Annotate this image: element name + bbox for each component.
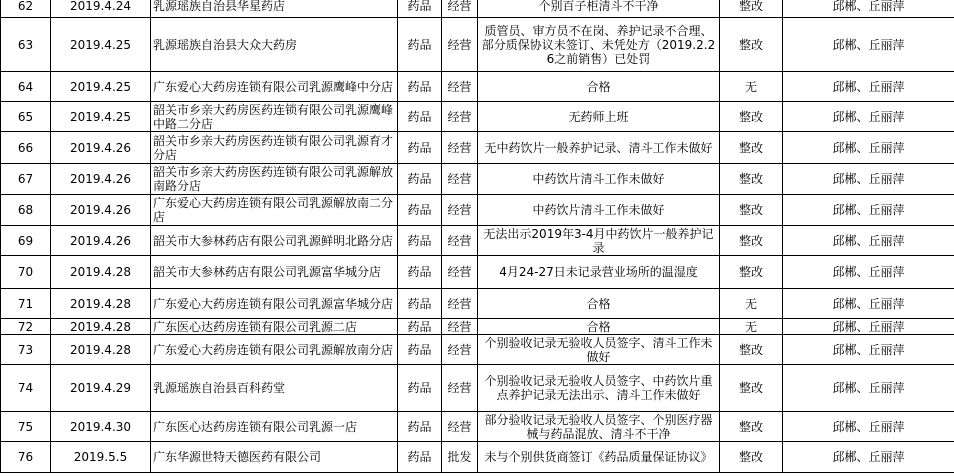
category-cell: 药品 bbox=[398, 226, 442, 256]
table-row bbox=[1, 412, 954, 442]
date-cell: 2019.4.24 bbox=[51, 0, 151, 18]
category-cell: 药品 bbox=[398, 132, 442, 164]
date-cell: 2019.4.26 bbox=[51, 226, 151, 256]
table-row bbox=[1, 319, 954, 335]
row-number-cell: 66 bbox=[1, 132, 51, 164]
action-cell: 整改 bbox=[720, 132, 783, 164]
category-cell: 药品 bbox=[398, 289, 442, 319]
inspectors-cell: 邱郴、丘丽萍 bbox=[783, 164, 954, 195]
action-cell: 整改 bbox=[720, 365, 783, 412]
business-type-cell: 经营 bbox=[442, 226, 478, 256]
inspectors-cell: 邱郴、丘丽萍 bbox=[783, 226, 954, 256]
action-cell: 整改 bbox=[720, 226, 783, 256]
issue-cell: 个别验收记录无验收人员签字、清斗工作未做好 bbox=[478, 335, 720, 365]
business-type-cell: 经营 bbox=[442, 412, 478, 442]
store-name-cell: 广东爱心大药房连锁有限公司乳源鹰峰中分店 bbox=[151, 72, 398, 102]
action-cell: 无 bbox=[720, 289, 783, 319]
action-cell: 整改 bbox=[720, 412, 783, 442]
inspectors-cell: 邱郴、丘丽萍 bbox=[783, 365, 954, 412]
store-name-cell: 乳源瑶族自治县百科药堂 bbox=[151, 365, 398, 412]
row-number-cell: 68 bbox=[1, 195, 51, 226]
issue-cell: 个别百子柜清斗不干净 bbox=[478, 0, 720, 18]
table-row bbox=[1, 289, 954, 319]
business-type-cell: 经营 bbox=[442, 0, 478, 18]
row-number-cell: 70 bbox=[1, 256, 51, 289]
store-name-cell: 韶关市大参林药店有限公司乳源富华城分店 bbox=[151, 256, 398, 289]
store-name-cell: 广东爱心大药房连锁有限公司乳源解放南二分店 bbox=[151, 195, 398, 226]
store-name-cell: 广东爱心大药房连锁有限公司乳源解放南分店 bbox=[151, 335, 398, 365]
table-row bbox=[1, 102, 954, 132]
business-type-cell: 经营 bbox=[442, 289, 478, 319]
row-number-cell: 71 bbox=[1, 289, 51, 319]
inspectors-cell: 邱郴、丘丽萍 bbox=[783, 18, 954, 72]
business-type-cell: 经营 bbox=[442, 335, 478, 365]
table-row bbox=[1, 365, 954, 412]
row-number-cell: 63 bbox=[1, 18, 51, 72]
action-cell: 整改 bbox=[720, 102, 783, 132]
issue-cell: 无法出示2019年3-4月中药饮片一般养护记录 bbox=[478, 226, 720, 256]
table-row bbox=[1, 132, 954, 164]
date-cell: 2019.4.25 bbox=[51, 102, 151, 132]
action-cell: 整改 bbox=[720, 164, 783, 195]
business-type-cell: 经营 bbox=[442, 164, 478, 195]
inspectors-cell: 邱郴、丘丽萍 bbox=[783, 102, 954, 132]
store-name-cell: 广东华源世特天德医药有限公司 bbox=[151, 442, 398, 473]
issue-cell: 合格 bbox=[478, 319, 720, 335]
row-number-cell: 76 bbox=[1, 442, 51, 473]
date-cell: 2019.4.28 bbox=[51, 319, 151, 335]
row-number-cell: 64 bbox=[1, 72, 51, 102]
business-type-cell: 经营 bbox=[442, 256, 478, 289]
table-row bbox=[1, 256, 954, 289]
category-cell: 药品 bbox=[398, 72, 442, 102]
action-cell: 整改 bbox=[720, 442, 783, 473]
date-cell: 2019.4.26 bbox=[51, 164, 151, 195]
inspectors-cell: 邱郴、丘丽萍 bbox=[783, 72, 954, 102]
issue-cell: 个别验收记录无验收人员签字、中药饮片重点养护记录无法出示、清斗工作未做好 bbox=[478, 365, 720, 412]
business-type-cell: 经营 bbox=[442, 319, 478, 335]
date-cell: 2019.4.28 bbox=[51, 256, 151, 289]
date-cell: 2019.5.5 bbox=[51, 442, 151, 473]
business-type-cell: 经营 bbox=[442, 72, 478, 102]
category-cell: 药品 bbox=[398, 195, 442, 226]
category-cell: 药品 bbox=[398, 365, 442, 412]
action-cell: 整改 bbox=[720, 256, 783, 289]
issue-cell: 部分验收记录无验收人员签字、个别医疗器械与药品混放、清斗不干净 bbox=[478, 412, 720, 442]
inspectors-cell: 邱郴、丘丽萍 bbox=[783, 412, 954, 442]
table-row bbox=[1, 72, 954, 102]
row-number-cell: 73 bbox=[1, 335, 51, 365]
inspectors-cell: 邱郴、丘丽萍 bbox=[783, 319, 954, 335]
inspectors-cell: 邱郴、丘丽萍 bbox=[783, 132, 954, 164]
issue-cell: 4月24-27日未记录营业场所的温湿度 bbox=[478, 256, 720, 289]
row-number-cell: 69 bbox=[1, 226, 51, 256]
row-number-cell: 74 bbox=[1, 365, 51, 412]
business-type-cell: 经营 bbox=[442, 102, 478, 132]
issue-cell: 无药师上班 bbox=[478, 102, 720, 132]
row-number-cell: 62 bbox=[1, 0, 51, 18]
table-row bbox=[1, 195, 954, 226]
store-name-cell: 乳源瑶族自治县华星药店 bbox=[151, 0, 398, 18]
row-number-cell: 72 bbox=[1, 319, 51, 335]
category-cell: 药品 bbox=[398, 18, 442, 72]
category-cell: 药品 bbox=[398, 335, 442, 365]
inspectors-cell: 邱郴、丘丽萍 bbox=[783, 195, 954, 226]
category-cell: 药品 bbox=[398, 0, 442, 18]
issue-cell: 中药饮片清斗工作未做好 bbox=[478, 164, 720, 195]
action-cell: 整改 bbox=[720, 0, 783, 18]
date-cell: 2019.4.25 bbox=[51, 72, 151, 102]
table-row bbox=[1, 226, 954, 256]
business-type-cell: 批发 bbox=[442, 442, 478, 473]
table-row bbox=[1, 335, 954, 365]
store-name-cell: 韶关市乡亲大药房医药连锁有限公司乳源鹰峰中路二分店 bbox=[151, 102, 398, 132]
action-cell: 整改 bbox=[720, 18, 783, 72]
table-row bbox=[1, 442, 954, 473]
store-name-cell: 韶关市乡亲大药房医药连锁有限公司乳源育才分店 bbox=[151, 132, 398, 164]
inspectors-cell: 邱郴、丘丽萍 bbox=[783, 256, 954, 289]
issue-cell: 合格 bbox=[478, 289, 720, 319]
row-number-cell: 75 bbox=[1, 412, 51, 442]
issue-cell: 质管员、审方员不在岗、养护记录不合理、部分质保协议未签订、未凭处方（2019.2.26之前销售）已处罚 bbox=[478, 18, 720, 72]
action-cell: 无 bbox=[720, 72, 783, 102]
date-cell: 2019.4.29 bbox=[51, 365, 151, 412]
date-cell: 2019.4.26 bbox=[51, 132, 151, 164]
store-name-cell: 广东医心达药房连锁有限公司乳源一店 bbox=[151, 412, 398, 442]
table-body bbox=[1, 0, 954, 473]
category-cell: 药品 bbox=[398, 319, 442, 335]
table-row bbox=[1, 18, 954, 72]
inspectors-cell: 邱郴、丘丽萍 bbox=[783, 335, 954, 365]
date-cell: 2019.4.28 bbox=[51, 335, 151, 365]
category-cell: 药品 bbox=[398, 164, 442, 195]
category-cell: 药品 bbox=[398, 412, 442, 442]
issue-cell: 中药饮片清斗工作未做好 bbox=[478, 195, 720, 226]
issue-cell: 无中药饮片一般养护记录、清斗工作未做好 bbox=[478, 132, 720, 164]
issue-cell: 合格 bbox=[478, 72, 720, 102]
date-cell: 2019.4.28 bbox=[51, 289, 151, 319]
store-name-cell: 韶关市乡亲大药房医药连锁有限公司乳源解放南路分店 bbox=[151, 164, 398, 195]
action-cell: 无 bbox=[720, 319, 783, 335]
row-number-cell: 65 bbox=[1, 102, 51, 132]
action-cell: 整改 bbox=[720, 195, 783, 226]
date-cell: 2019.4.25 bbox=[51, 18, 151, 72]
store-name-cell: 广东爱心大药房连锁有限公司乳源富华城分店 bbox=[151, 289, 398, 319]
store-name-cell: 广东医心达药房连锁有限公司乳源二店 bbox=[151, 319, 398, 335]
store-name-cell: 乳源瑶族自治县大众大药房 bbox=[151, 18, 398, 72]
store-name-cell: 韶关市大参林药店有限公司乳源鲜明北路分店 bbox=[151, 226, 398, 256]
inspectors-cell: 邱郴、丘丽萍 bbox=[783, 289, 954, 319]
category-cell: 药品 bbox=[398, 256, 442, 289]
category-cell: 药品 bbox=[398, 442, 442, 473]
table-row bbox=[1, 0, 954, 18]
category-cell: 药品 bbox=[398, 102, 442, 132]
action-cell: 整改 bbox=[720, 335, 783, 365]
table-row bbox=[1, 164, 954, 195]
business-type-cell: 经营 bbox=[442, 195, 478, 226]
issue-cell: 未与个别供货商签订《药品质量保证协议》 bbox=[478, 442, 720, 473]
business-type-cell: 经营 bbox=[442, 132, 478, 164]
inspectors-cell: 邱郴、丘丽萍 bbox=[783, 0, 954, 18]
inspectors-cell: 邱郴、丘丽萍 bbox=[783, 442, 954, 473]
business-type-cell: 经营 bbox=[442, 365, 478, 412]
date-cell: 2019.4.30 bbox=[51, 412, 151, 442]
date-cell: 2019.4.26 bbox=[51, 195, 151, 226]
business-type-cell: 经营 bbox=[442, 18, 478, 72]
row-number-cell: 67 bbox=[1, 164, 51, 195]
